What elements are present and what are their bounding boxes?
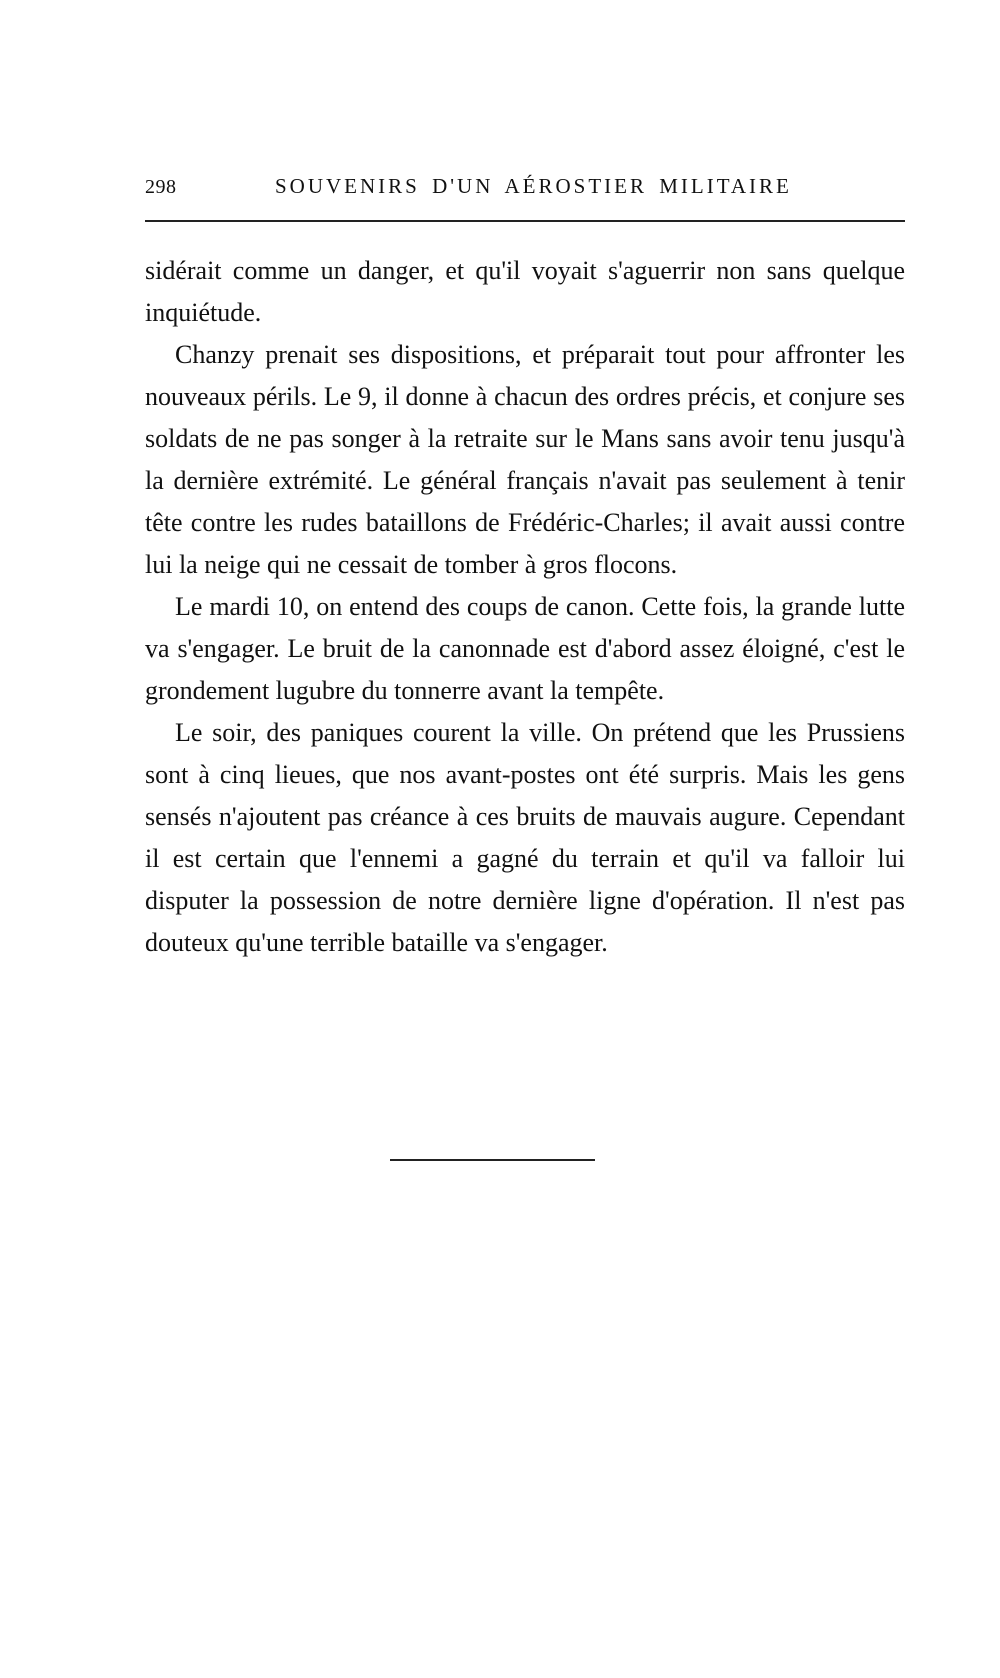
- page-number: 298: [145, 176, 177, 198]
- body-text: [145, 250, 905, 964]
- paragraph-continuation: sidérait comme un danger, et qu'il voyait s'aguerrir non sans quelque inquiétude.: [145, 256, 905, 327]
- paragraph-soir: Le soir, des paniques courent la ville. On prétend que les Prussiens sont à cinq lieues, que nos avant-postes ont été surpris. Mais les gens sensés n'ajoutent pas créance à ces bruits de mauvais augure. Cependant il est certain que l'ennemi a gagné du terrain et qu'il va falloir lui disputer la possession de notre dernière ligne d'opération. Il n'est pas douteux qu'une terrible bataille va s'engager.: [145, 718, 905, 957]
- header-rule: [145, 220, 905, 222]
- paragraph-mardi: Le mardi 10, on entend des coups de canon. Cette fois, la grande lutte va s'engager. Le bruit de la canonnade est d'abord assez éloigné, c'est le grondement lugubre du tonnerre avant la tempête.: [145, 592, 905, 705]
- running-title: SOUVENIRS D'UN AÉROSTIER MILITAIRE: [275, 174, 792, 198]
- section-end-rule: [390, 1159, 595, 1161]
- paragraph-chanzy: Chanzy prenait ses dispositions, et préparait tout pour affronter les nouveaux périls. Le 9, il donne à chacun des ordres précis, et conjure ses soldats de ne pas songer à la retraite sur le Mans sans avoir tenu jusqu'à la dernière extrémité. Le général français n'avait pas seulement à tenir tête contre les rudes bataillons de Frédéric-Charles; il avait aussi contre lui la neige qui ne cessait de tomber à gros flocons.: [145, 340, 905, 579]
- page-header: [145, 168, 905, 208]
